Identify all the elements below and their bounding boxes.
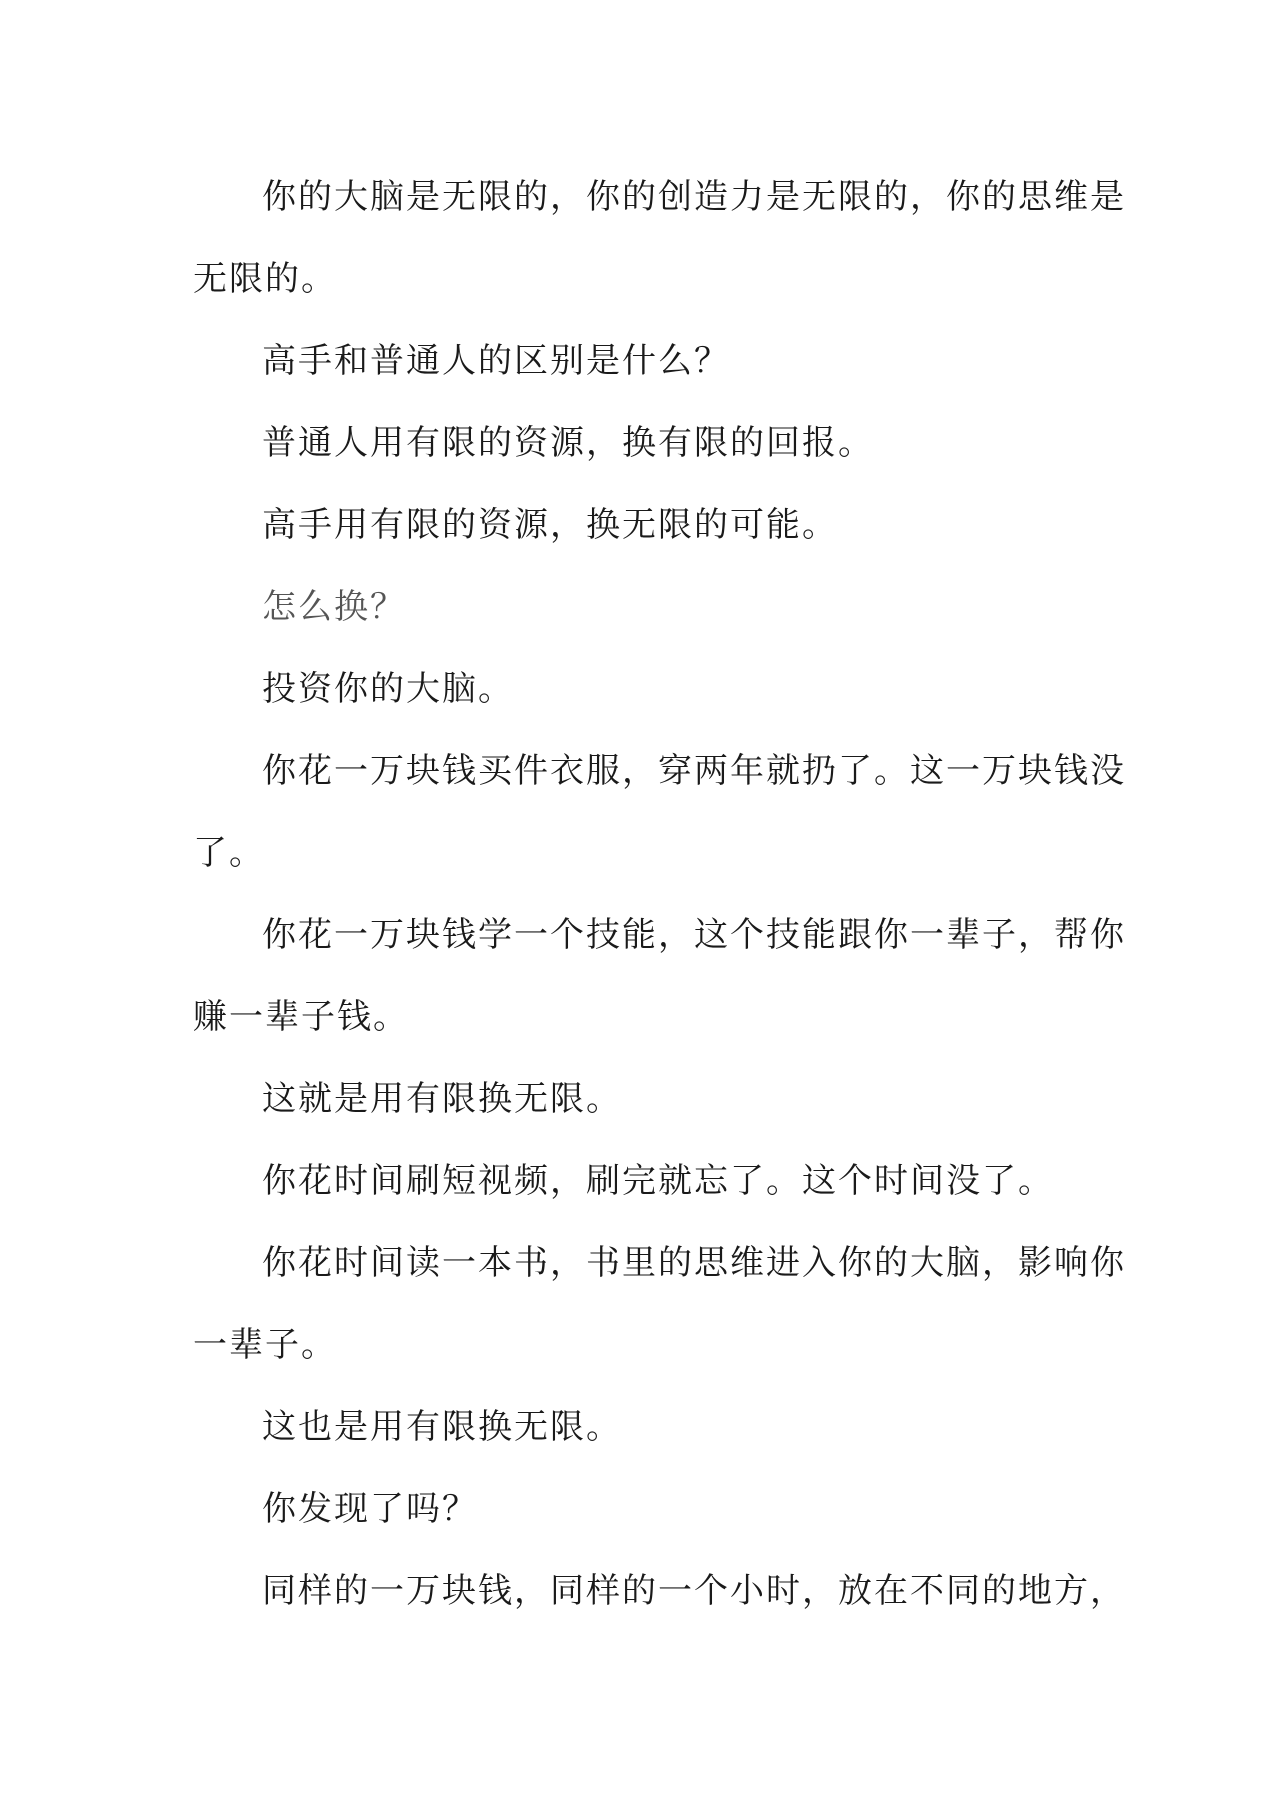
paragraph-line: 你花时间刷短视频，刷完就忘了。这个时间没了。 <box>262 1161 1054 1201</box>
paragraph-line: 这也是用有限换无限。 <box>262 1407 622 1447</box>
paragraph-line: 你发现了吗？ <box>262 1489 478 1529</box>
paragraph-line: 高手用有限的资源，换无限的可能。 <box>262 505 838 545</box>
paragraph-line: 同样的一万块钱，同样的一个小时，放在不同的地方， <box>262 1571 1126 1611</box>
paragraph-line: 一辈子。 <box>193 1325 337 1365</box>
paragraph-line: 你的大脑是无限的，你的创造力是无限的，你的思维是 <box>262 177 1126 217</box>
paragraph-line: 你花时间读一本书，书里的思维进入你的大脑，影响你 <box>262 1243 1126 1283</box>
paragraph-line: 你花一万块钱买件衣服，穿两年就扔了。这一万块钱没 <box>262 751 1126 791</box>
paragraph-line: 了。 <box>193 833 265 873</box>
paragraph-line: 投资你的大脑。 <box>262 669 514 709</box>
paragraph-line: 赚一辈子钱。 <box>193 997 409 1037</box>
paragraph-line: 这就是用有限换无限。 <box>262 1079 622 1119</box>
paragraph-line: 怎么换？ <box>262 587 406 627</box>
paragraph-line: 普通人用有限的资源，换有限的回报。 <box>262 423 874 463</box>
paragraph-line: 你花一万块钱学一个技能，这个技能跟你一辈子，帮你 <box>262 915 1126 955</box>
paragraph-line: 无限的。 <box>193 259 337 299</box>
paragraph-line: 高手和普通人的区别是什么？ <box>262 341 730 381</box>
